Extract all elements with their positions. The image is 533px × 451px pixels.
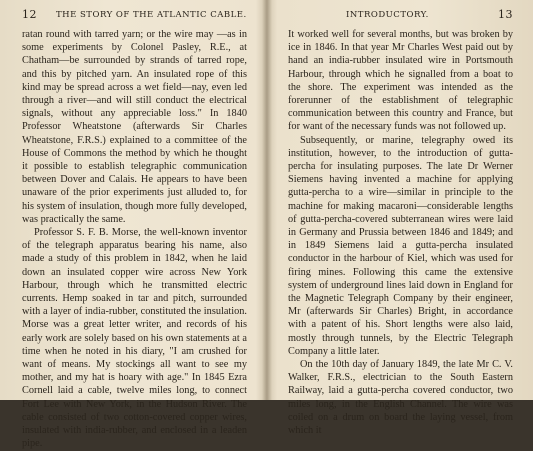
left-page — [22, 10, 247, 451]
left-page-body — [22, 28, 247, 451]
right-paragraph-2: Subsequently, or marine, telegraphy owed its institution, however, to the introduction of gutta-percha for insulating purposes. The late Dr Werner Siemens having invented a machine for applying gutta-percha to a wire—similar in principle to the machine for making macaroni—considerable lengths of gutta-percha-covered subterranean wires were laid in Germany and Prussia between 1846 and 1849; and in 1849 Siemens laid a gutta-percha insulated conductor in the harbour of Kiel, which was used for firing mines. Following this came the extensive system of underground lines laid down in England for the Magnetic Telegraph Company by their engineer, Mr (afterwards Sir Charles) Bright, in accordance with a patent of his. Short lengths were also laid, mostly through tunnels, by the Electric Telegraph Company a little later. — [288, 134, 513, 357]
book-gutter — [262, 0, 272, 400]
right-page — [288, 10, 513, 437]
right-running-head: INTRODUCTORY. — [346, 10, 429, 20]
right-paragraph-1: It worked well for several months, but was broken by ice in 1846. In that year Mr Charles West paid out by hand an india-rubber insulated wire in Portsmouth Harbour, through which he signalled from a boat to the shore. The experiment was intended as the forerunner of the establishment of telegraphic communication between this country and France, but for want of the necessary funds was not followed up. — [288, 29, 513, 133]
left-paragraph-2: Professor S. F. B. Morse, the well-known inventor of the telegraph apparatus bearing his name, also made a study of this problem in 1842, when he laid down an insulated copper wire across New York Harbour, through which he transmitted electric currents. Hemp soaked in tar and pitch, surrounded with a layer of india-rubber, constituted the insulation. Morse was a great letter writer, and records of his early work are solely based on his own statements at a time when he noted in his diary, "I am crushed for want of means. My stockings all want to see my mother, and my hat is hoary with age." In 1845 Ezra Cornell laid a cable, twelve miles long, to connect Fort Lee with New York, in the Hudson River. The cable consisted of two cotton-covered copper wires, insulated with india-rubber, and enclosed in a leaden pipe. — [22, 227, 247, 450]
left-page-number: 12 — [22, 8, 37, 21]
right-page-number: 13 — [498, 8, 513, 21]
right-page-header — [288, 10, 513, 28]
left-running-head: THE STORY OF THE ATLANTIC CABLE. — [56, 10, 247, 20]
right-paragraph-3: On the 10th day of January 1849, the late Mr C. V. Walker, F.R.S., electrician to the South Eastern Railway, laid a gutta-percha covered conductor, two miles long, in the English Channel. The wire was coiled on a drum on board the laying vessel, from which it — [288, 359, 513, 437]
left-paragraph-1: ratan round with tarred yarn; or the wire may —as in some experiments by Colonel Pasley, R.E., at Chatham—be surrounded by strands of tarred rope, and this by pitched yarn. An insulated rope of this kind may be spread across a wet field—nay, even led through a river—and will still conduct the electrical signals, without any appreciable loss." In 1840 Professor Wheatstone (afterwards Sir Charles Wheatstone, F.R.S.) explained to a committee of the House of Commons the method by which he thought it possible to establish telegraphic communication between Dover and Calais. He appears to have been unaware of the prior experiments just alluded to, for his system of insulation, though more fully developed, was practically the same. — [22, 29, 247, 225]
left-page-header — [22, 10, 247, 28]
right-page-body — [288, 28, 513, 437]
